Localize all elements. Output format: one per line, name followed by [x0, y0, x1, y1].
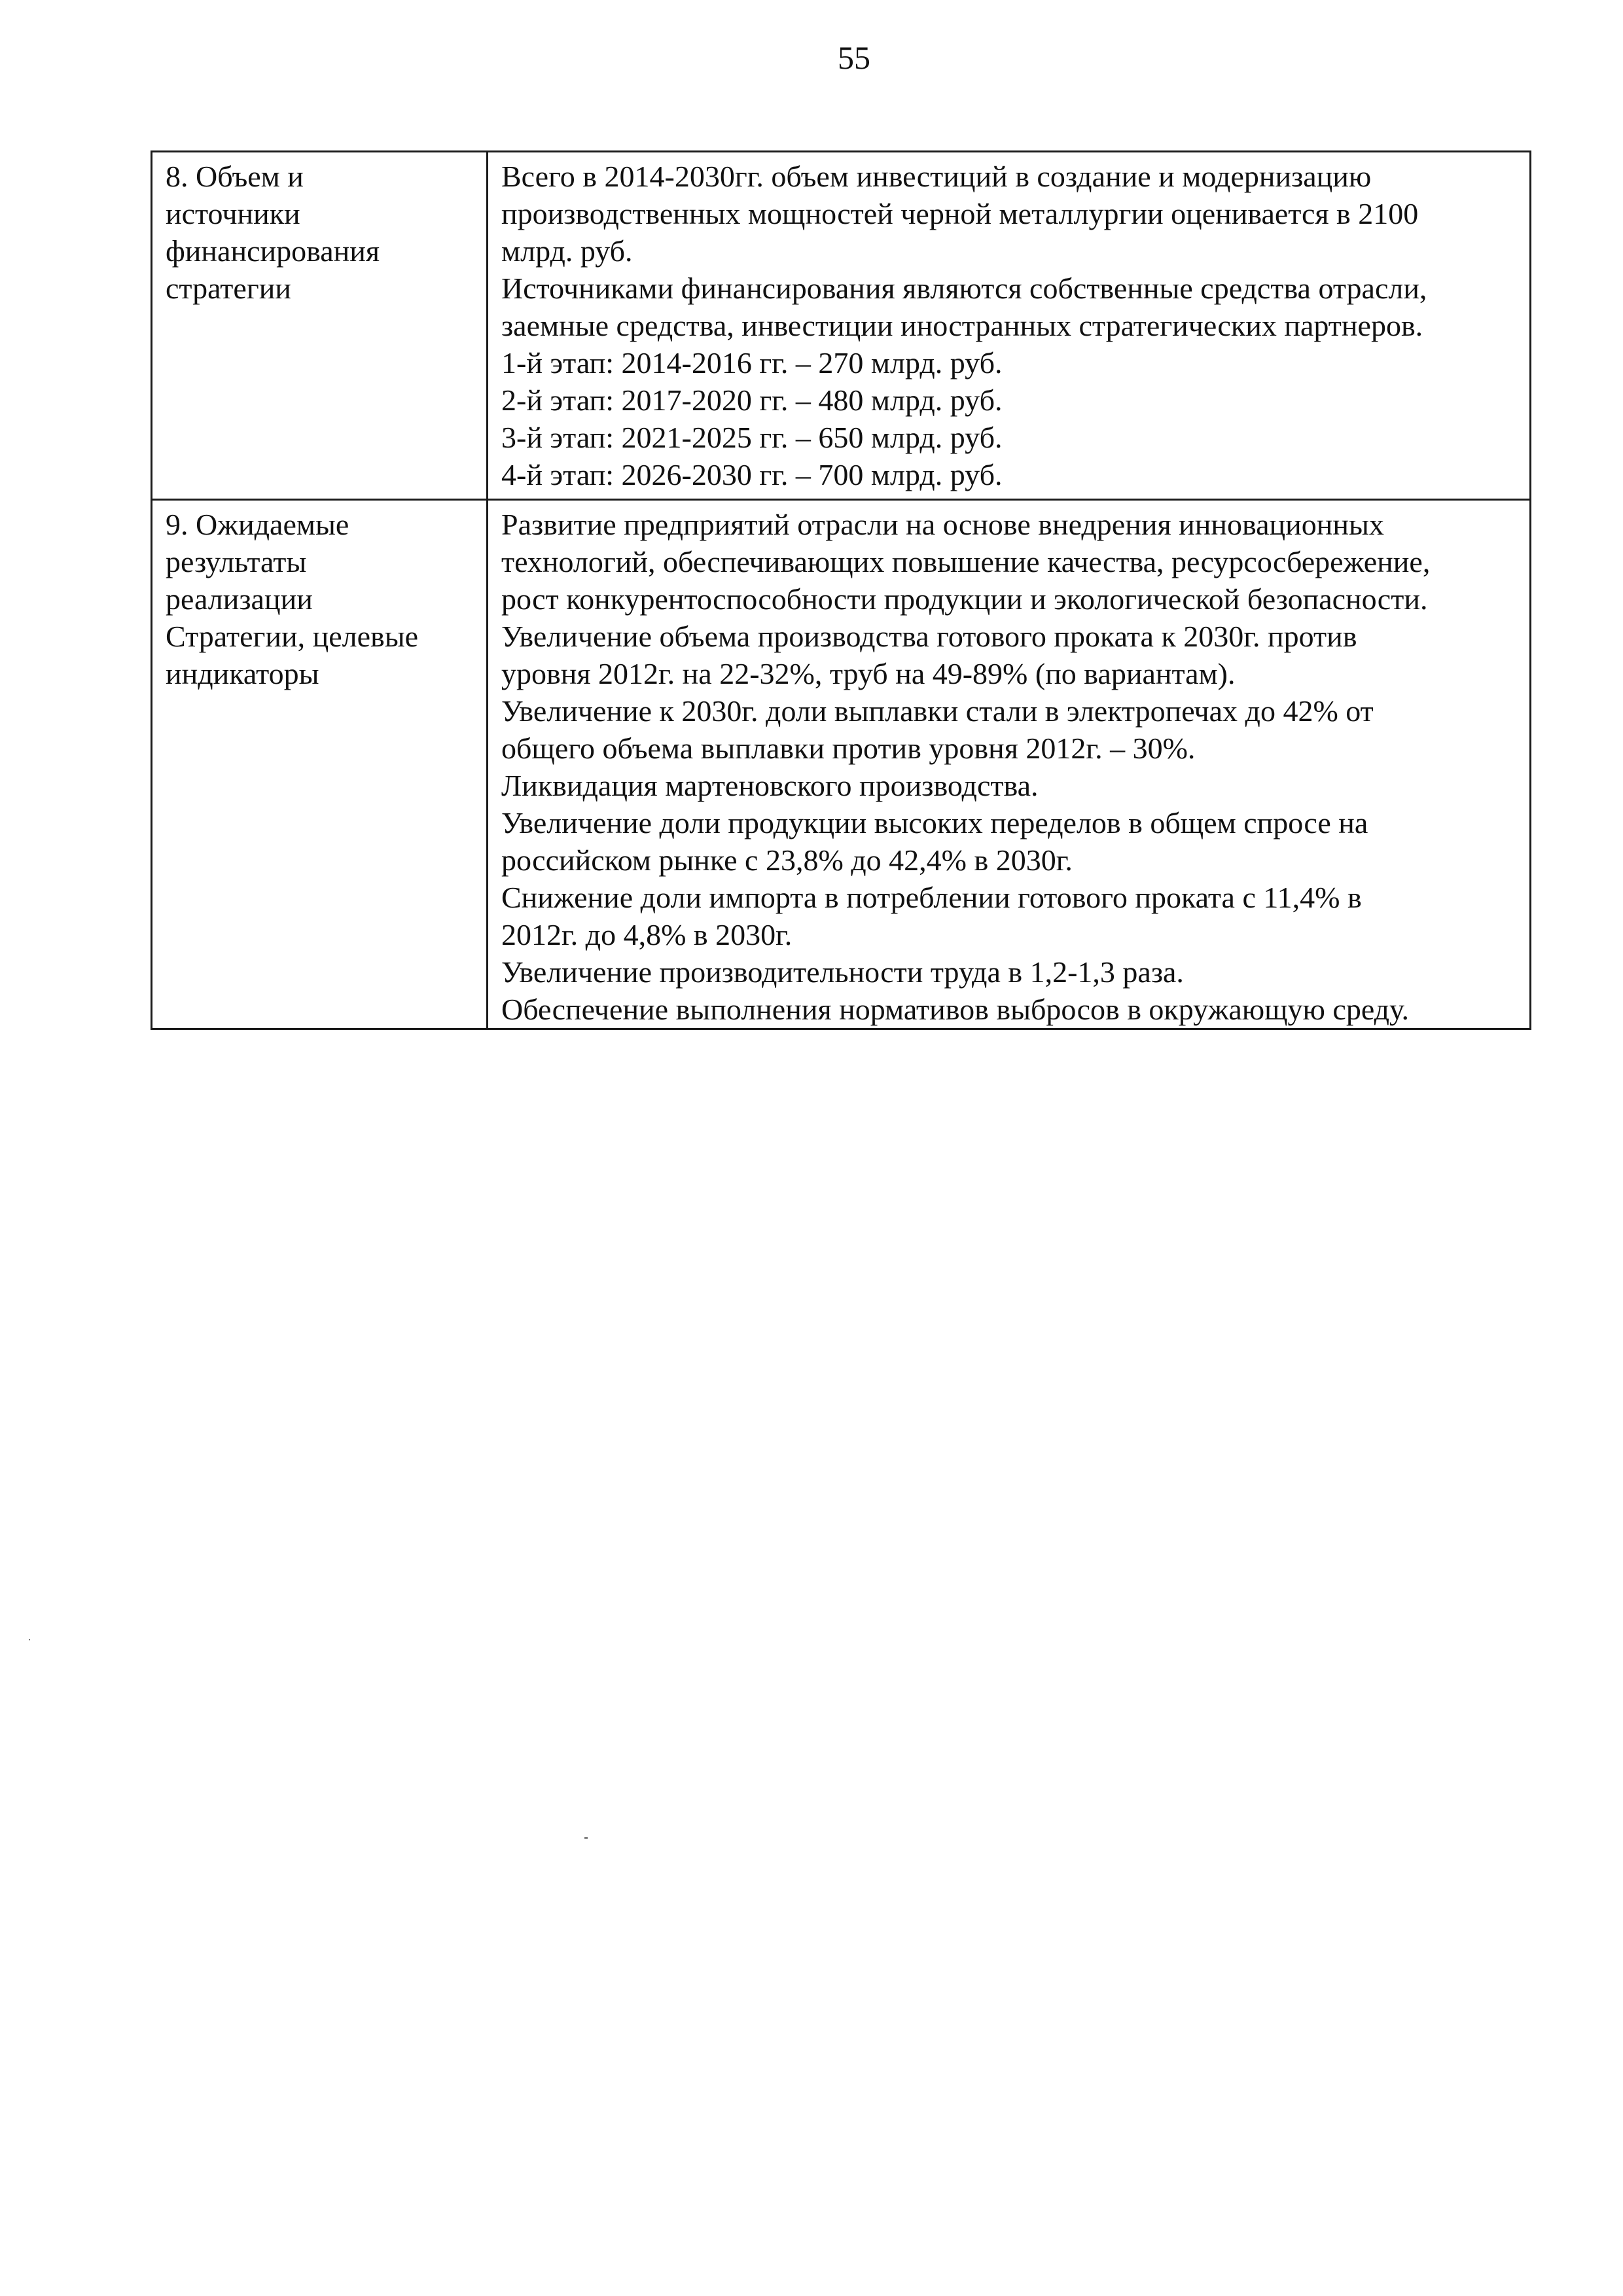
row-label-line: стратегии: [166, 272, 291, 305]
content-line: млрд. руб.: [501, 234, 633, 268]
content-line: Всего в 2014-2030гг. объем инвестиций в создание и модернизацию: [501, 160, 1372, 193]
row-label-line: результаты: [166, 545, 307, 578]
content-line: Источниками финансирования являются собственные средства отрасли,: [501, 272, 1427, 305]
content-line: общего объема выплавки против уровня 2012г. – 30%.: [501, 732, 1196, 765]
row-content-cell: [488, 152, 1531, 500]
table-row-results: [152, 500, 1531, 1029]
content-line: 4-й этап: 2026-2030 гг. – 700 млрд. руб.: [501, 458, 1003, 491]
row-label-cell: [152, 152, 488, 500]
content-line: производственных мощностей черной металлургии оценивается в 2100: [501, 197, 1419, 230]
content-line: Снижение доли импорта в потреблении готового проката с 11,4% в: [501, 881, 1362, 914]
strategy-table: [151, 150, 1531, 1030]
content-line: Увеличение производительности труда в 1,2-1,3 раза.: [501, 955, 1184, 989]
content-line: уровня 2012г. на 22-32%, труб на 49-89% (по вариантам).: [501, 657, 1236, 690]
page-number: 55: [838, 39, 870, 76]
content-line: Ликвидация мартеновского производства.: [501, 769, 1039, 802]
row-label-line: индикаторы: [166, 657, 319, 690]
table-row-financing: [152, 152, 1531, 500]
row-label-line: Стратегии, целевые: [166, 620, 419, 653]
content-line: 2-й этап: 2017-2020 гг. – 480 млрд. руб.: [501, 383, 1003, 417]
row-content-cell: [488, 500, 1531, 1029]
content-line: 2012г. до 4,8% в 2030г.: [501, 918, 793, 951]
scan-artifact: [29, 1639, 30, 1640]
content-line: 1-й этап: 2014-2016 гг. – 270 млрд. руб.: [501, 346, 1003, 380]
row-label-cell: [152, 500, 488, 1029]
content-line: Развитие предприятий отрасли на основе внедрения инновационных: [501, 508, 1384, 541]
content-line: технологий, обеспечивающих повышение качества, ресурсосбережение,: [501, 545, 1431, 578]
content-line: заемные средства, инвестиции иностранных стратегических партнеров.: [501, 309, 1423, 342]
content-line: 3-й этап: 2021-2025 гг. – 650 млрд. руб.: [501, 421, 1003, 454]
row-label-line: источники: [166, 197, 300, 230]
content-line: Увеличение объема производства готового проката к 2030г. против: [501, 620, 1357, 653]
row-label-line: 8. Объем и: [166, 160, 304, 193]
row-label-line: финансирования: [166, 234, 380, 268]
content-line: Обеспечение выполнения нормативов выбросов в окружающую среду.: [501, 993, 1409, 1026]
content-line: рост конкурентоспособности продукции и экологической безопасности.: [501, 582, 1428, 616]
content-line: российском рынке с 23,8% до 42,4% в 2030г.: [501, 843, 1073, 877]
row-label-line: 9. Ожидаемые: [166, 508, 349, 541]
scan-artifact: [584, 1837, 588, 1839]
row-label-line: реализации: [166, 582, 313, 616]
content-line: Увеличение доли продукции высоких переделов в общем спросе на: [501, 806, 1368, 839]
content-line: Увеличение к 2030г. доли выплавки стали в электропечах до 42% от: [501, 694, 1374, 728]
